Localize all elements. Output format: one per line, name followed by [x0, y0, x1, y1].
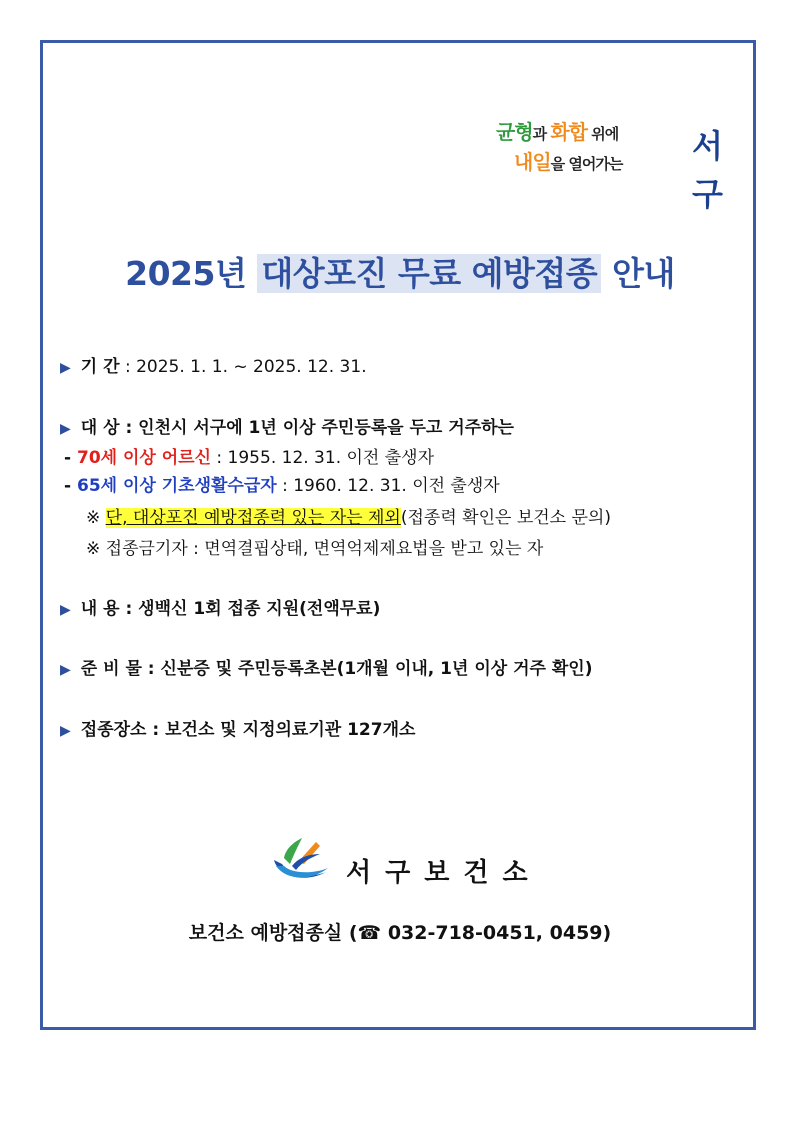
- target-sub-elderly: [64, 443, 434, 468]
- slogan-particle-1: 과: [532, 125, 551, 143]
- bullet-triangle-icon: ▶: [60, 723, 71, 739]
- item-place: [60, 715, 415, 740]
- slogan-particle-2: 을: [550, 155, 569, 173]
- note-exclusion-highlight: 단, 대상포진 예방접종력 있는 자는 제외: [105, 508, 401, 528]
- target-livelihood-label: 65세 이상 기초생활수급자: [76, 476, 277, 496]
- item-target: [60, 413, 514, 438]
- slogan-word-tomorrow: 내일: [514, 150, 551, 174]
- district-slogan-logo: [496, 116, 746, 213]
- page-title: [0, 248, 800, 295]
- bullet-triangle-icon: ▶: [60, 421, 71, 437]
- content-label: 내 용: [80, 599, 120, 619]
- slogan-word-open: 열어가는: [568, 155, 623, 173]
- target-value: : 인천시 서구에 1년 이상 주민등록을 두고 거주하는: [119, 418, 514, 438]
- prep-label: 준 비 물: [80, 659, 142, 679]
- period-value: : 2025. 1. 1. ~ 2025. 12. 31.: [119, 357, 367, 377]
- content-value: : 생백신 1회 접종 지원(전액무료): [119, 599, 381, 619]
- slogan-district-name: 서구: [692, 127, 721, 213]
- note-contraindication: ※ 접종금기자 : 면역결핍상태, 면역억제제요법을 받고 있는 자: [86, 539, 544, 559]
- contact-info: 보건소 예방접종실 (☎ 032-718-0451, 0459): [188, 922, 612, 944]
- place-value: : 보건소 및 지정의료기관 127개소: [146, 720, 416, 740]
- bullet-triangle-icon: ▶: [60, 360, 71, 376]
- note-exclusion-rest: (접종력 확인은 보건소 문의): [400, 508, 611, 528]
- period-label: 기 간: [80, 357, 120, 377]
- place-label: 접종장소: [80, 720, 147, 740]
- note-exclusion: [86, 503, 611, 528]
- slogan-word-above: 위에: [587, 125, 619, 143]
- title-year: 2025년: [125, 254, 258, 293]
- title-suffix: 안내: [601, 254, 675, 293]
- health-center-logo-icon: [268, 836, 334, 886]
- target-sub-basic-livelihood: [64, 471, 500, 496]
- target-livelihood-value: : 1960. 12. 31. 이전 출생자: [276, 476, 500, 496]
- dash: -: [64, 448, 77, 468]
- item-preparation: [60, 654, 592, 679]
- target-elderly-label: 70세 이상 어르신: [76, 448, 212, 468]
- dash: -: [64, 476, 77, 496]
- item-content: [60, 594, 380, 619]
- target-elderly-value: : 1955. 12. 31. 이전 출생자: [211, 448, 435, 468]
- prep-value: : 신분증 및 주민등록초본(1개월 이내, 1년 이상 거주 확인): [141, 659, 593, 679]
- title-main: 대상포진 무료 예방접종: [257, 254, 601, 293]
- item-period: [60, 352, 367, 377]
- slogan-word-harmony: 화합: [550, 120, 587, 144]
- bullet-triangle-icon: ▶: [60, 662, 71, 678]
- slogan-word-balance: 균형: [496, 120, 533, 144]
- target-label: 대 상: [80, 418, 120, 438]
- note-mark: ※: [86, 508, 106, 528]
- bullet-triangle-icon: ▶: [60, 602, 71, 618]
- health-center-name: 서구보건소: [346, 858, 542, 888]
